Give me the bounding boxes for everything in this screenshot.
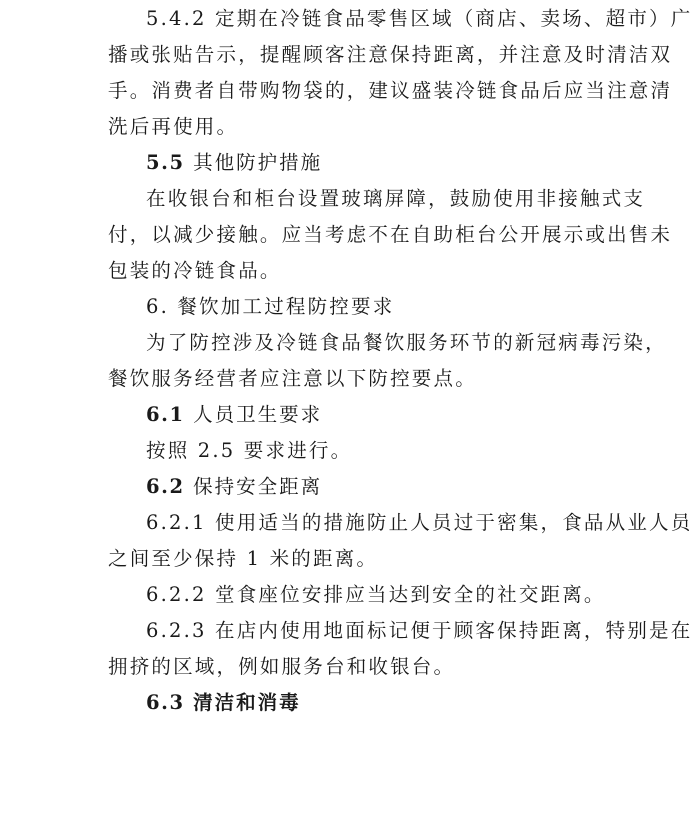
section-number: 6.3 [146,691,185,714]
paragraph-5-5-line-1: 在收银台和柜台设置玻璃屏障，鼓励使用非接触式支 [146,187,646,210]
section-number: 5.5 [146,151,185,174]
section-title: 其他防护措施 [193,151,323,174]
section-number: 6.2 [146,475,185,498]
paragraph-6-2-3-line-1: 6.2.3 在店内使用地面标记便于顾客保持距离，特别是在 [146,619,693,642]
paragraph-5-5-line-3: 包装的冷链食品。 [108,259,282,282]
paragraph-6-line-2: 餐饮服务经营者应注意以下防控要点。 [108,367,477,390]
section-title: 保持安全距离 [193,475,323,498]
paragraph-5-4-2-line-4: 洗后再使用。 [108,115,239,138]
paragraph-6-2-2-line-1: 6.2.2 堂食座位安排应当达到安全的社交距离。 [146,583,606,606]
section-heading-6-3 [146,690,301,716]
paragraph-6-2-1-line-1: 6.2.1 使用适当的措施防止人员过于密集，食品从业人员 [146,511,693,534]
paragraph-5-4-2-line-3: 手。消费者自带购物袋的，建议盛装冷链食品后应当注意清 [108,79,673,102]
chapter-heading-6: 6. 餐饮加工过程防控要求 [146,295,395,318]
section-heading-5-5 [146,150,322,176]
section-title: 清洁和消毒 [193,691,301,714]
section-number: 6.1 [146,403,185,426]
paragraph-5-4-2-line-2: 播或张贴告示，提醒顾客注意保持距离，并注意及时清洁双 [108,43,673,66]
paragraph-6-1-line-1: 按照 2.5 要求进行。 [146,439,353,462]
paragraph-6-2-1-line-2: 之间至少保持 1 米的距离。 [108,547,379,570]
paragraph-5-4-2-line-1: 5.4.2 定期在冷链食品零售区域（商店、卖场、超市）广 [146,7,693,30]
section-heading-6-1 [146,402,322,428]
paragraph-6-line-1: 为了防控涉及冷链食品餐饮服务环节的新冠病毒污染， [146,331,667,354]
section-title: 人员卫生要求 [193,403,323,426]
section-heading-6-2 [146,474,322,500]
paragraph-5-5-line-2: 付，以减少接触。应当考虑不在自助柜台公开展示或出售未 [108,223,673,246]
paragraph-6-2-3-line-2: 拥挤的区域，例如服务台和收银台。 [108,655,456,678]
